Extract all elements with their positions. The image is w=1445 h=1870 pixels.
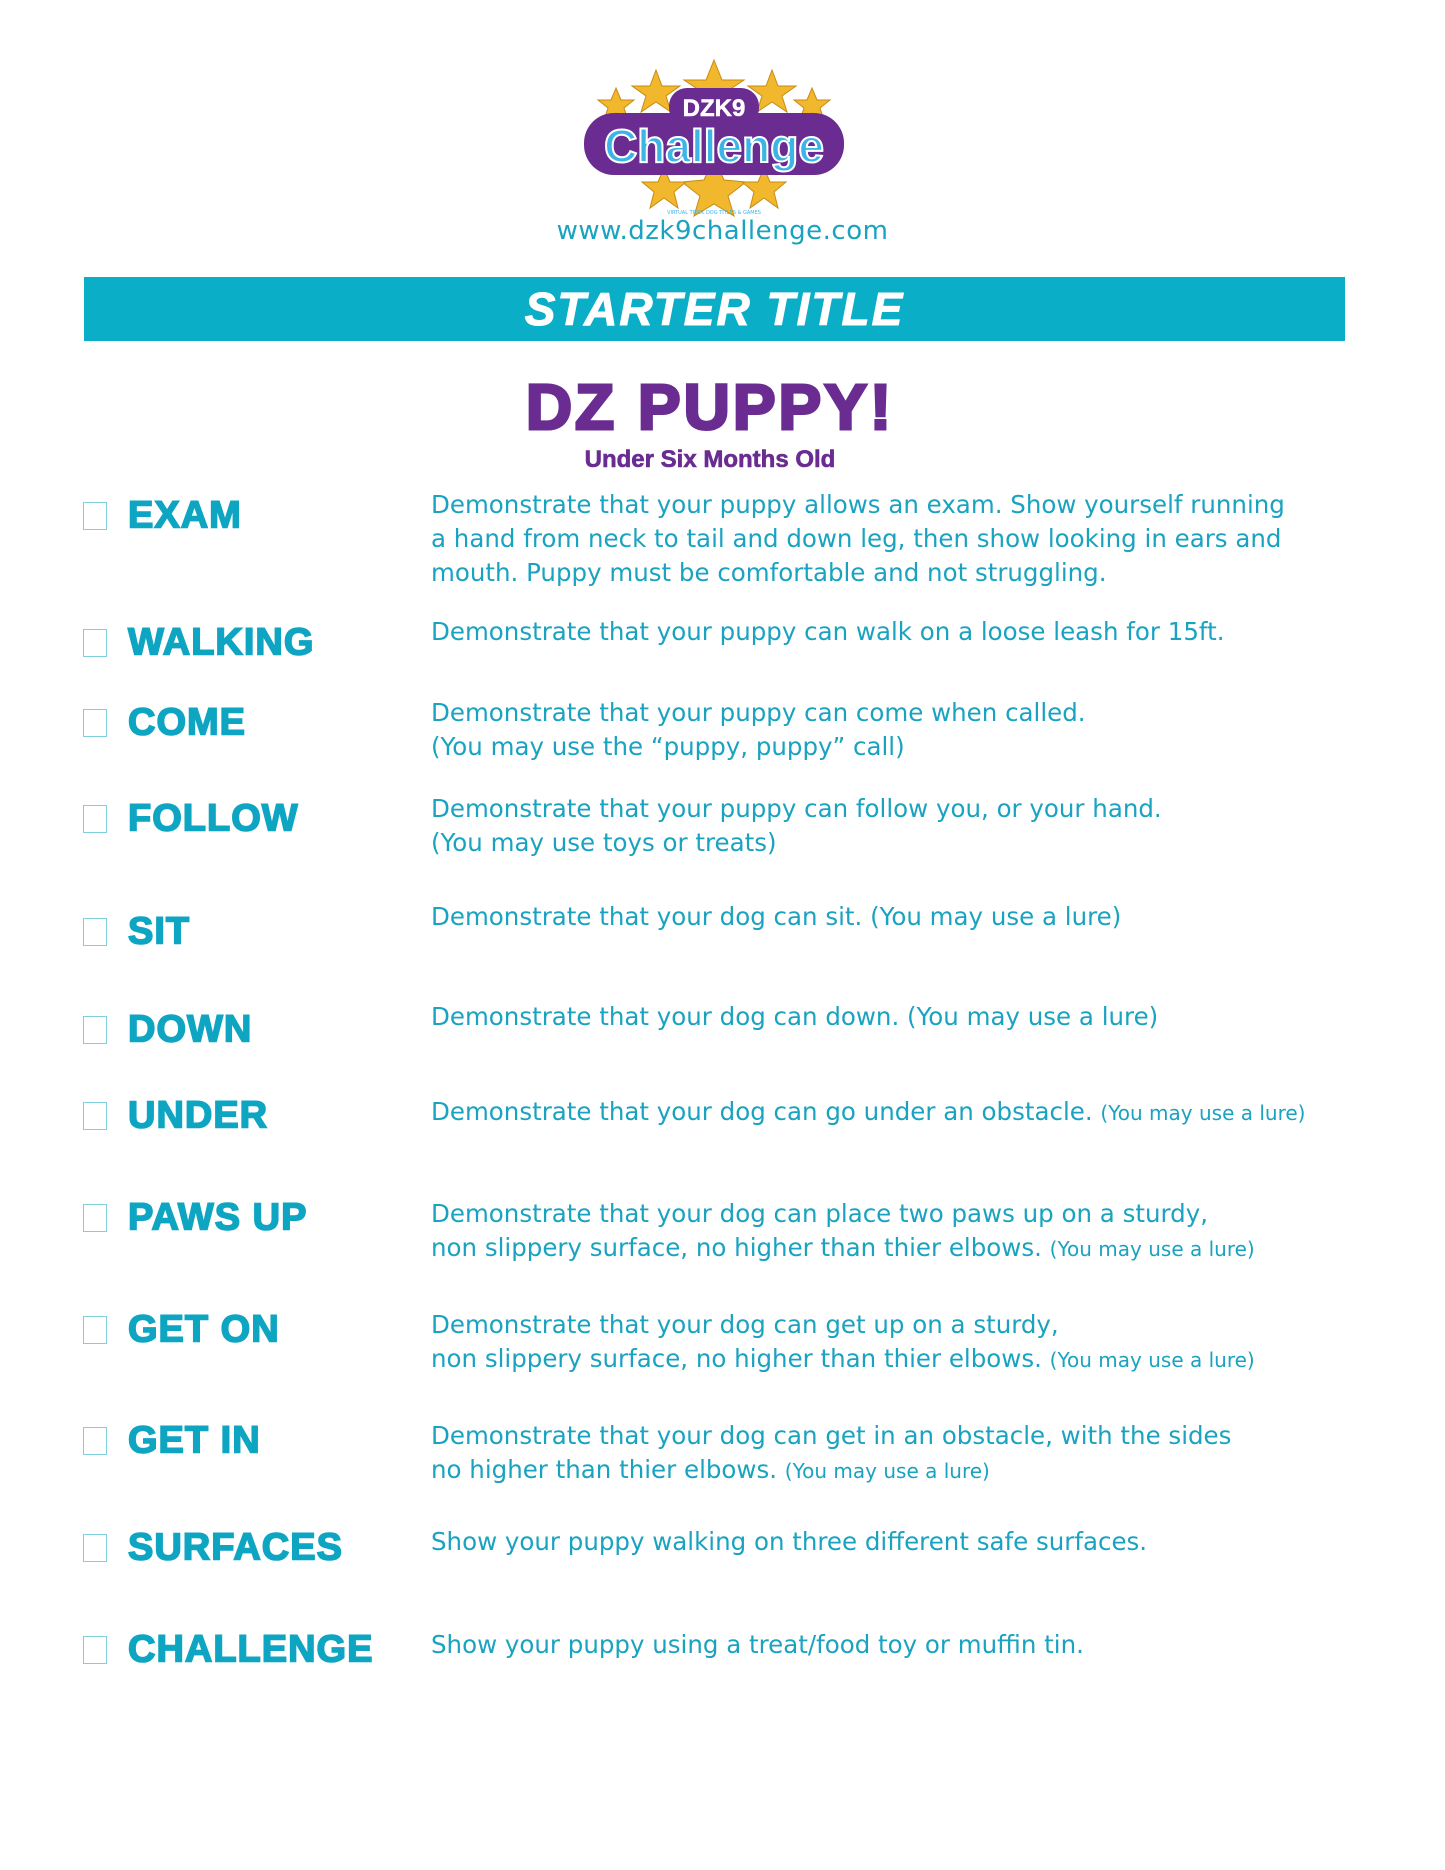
description-line	[431, 826, 1162, 860]
description-text: Show your puppy walking on three different safe surfaces.	[431, 1527, 1148, 1556]
item-label: WALKING	[128, 621, 315, 664]
description-line	[431, 730, 1086, 764]
item-description	[431, 488, 1285, 590]
page-subtitle: Under Six Months Old	[584, 446, 836, 473]
item-description	[431, 615, 1225, 649]
item-label: FOLLOW	[128, 797, 299, 840]
item-description	[431, 1525, 1147, 1559]
website-url[interactable]: www.dzk9challenge.com	[556, 216, 889, 246]
description-line	[431, 1342, 1255, 1377]
item-label: DOWN	[128, 1008, 253, 1051]
checkbox[interactable]	[83, 1636, 107, 1664]
description-text: (You may use toys or treats)	[431, 828, 777, 857]
description-text: Demonstrate that your dog can sit. (You may use a lure)	[431, 902, 1122, 931]
checkbox[interactable]	[83, 709, 107, 737]
item-description	[431, 696, 1086, 764]
checkbox[interactable]	[83, 1102, 107, 1130]
item-description	[431, 1308, 1255, 1377]
description-text: no higher than thier elbows.	[431, 1455, 785, 1484]
svg-text:DZK9: DZK9	[682, 95, 746, 122]
description-text: Demonstrate that your dog can down. (You may use a lure)	[431, 1002, 1159, 1031]
description-line	[431, 488, 1285, 522]
description-text: Demonstrate that your dog can go under an obstacle.	[431, 1097, 1101, 1126]
item-label: EXAM	[128, 494, 242, 537]
description-text: Demonstrate that your puppy can walk on a loose leash for 15ft.	[431, 617, 1225, 646]
description-line	[431, 1095, 1305, 1130]
description-text: a hand from neck to tail and down leg, then show looking in ears and	[431, 524, 1282, 553]
lure-note: (You may use a lure)	[1049, 1348, 1255, 1372]
svg-text:VIRTUAL TRICK DOG TITLES & GAM: VIRTUAL TRICK DOG TITLES & GAMES	[667, 210, 761, 216]
description-text: Demonstrate that your puppy allows an exam. Show yourself running	[431, 490, 1285, 519]
item-description	[431, 1197, 1255, 1266]
description-text: non slippery surface, no higher than thier elbows.	[431, 1233, 1050, 1262]
description-text: Demonstrate that your dog can get in an obstacle, with the sides	[431, 1421, 1232, 1450]
description-text: non slippery surface, no higher than thier elbows.	[431, 1344, 1050, 1373]
item-label: SURFACES	[128, 1526, 343, 1569]
item-description	[431, 1628, 1084, 1662]
checkbox[interactable]	[83, 1204, 107, 1232]
description-line	[431, 1525, 1147, 1559]
description-line	[431, 1453, 1231, 1488]
banner-title: STARTER TITLE	[524, 283, 905, 335]
section-banner	[84, 277, 1345, 341]
item-label: GET ON	[128, 1308, 280, 1351]
checkbox[interactable]	[83, 502, 107, 530]
description-text: Show your puppy using a treat/food toy or muffin tin.	[431, 1630, 1084, 1659]
checkbox[interactable]	[83, 918, 107, 946]
description-line	[431, 1197, 1255, 1231]
description-line	[431, 1231, 1255, 1266]
description-line	[431, 792, 1162, 826]
description-line	[431, 615, 1225, 649]
item-description	[431, 1000, 1158, 1034]
item-description	[431, 792, 1162, 860]
lure-note: (You may use a lure)	[784, 1459, 990, 1483]
checkbox[interactable]	[83, 629, 107, 657]
checkbox[interactable]	[83, 1534, 107, 1562]
page-title: DZ PUPPY!	[525, 371, 895, 443]
checkbox[interactable]	[83, 805, 107, 833]
item-label: PAWS UP	[128, 1196, 308, 1239]
item-label: COME	[128, 701, 246, 744]
item-label: GET IN	[128, 1419, 261, 1462]
description-line	[431, 696, 1086, 730]
item-description	[431, 1419, 1231, 1488]
description-line	[431, 1628, 1084, 1662]
checkbox[interactable]	[83, 1316, 107, 1344]
item-description	[431, 900, 1121, 934]
description-line	[431, 1419, 1231, 1453]
description-line	[431, 556, 1285, 590]
item-label: CHALLENGE	[128, 1628, 374, 1671]
dzk9-challenge-logo	[564, 58, 864, 218]
description-text: (You may use the “puppy, puppy” call)	[431, 732, 905, 761]
description-text: Demonstrate that your puppy can come when called.	[431, 698, 1086, 727]
description-text: mouth. Puppy must be comfortable and not struggling.	[431, 558, 1107, 587]
description-text: Demonstrate that your dog can get up on a sturdy,	[431, 1310, 1059, 1339]
item-label: SIT	[128, 910, 191, 953]
svg-text:Challenge: Challenge	[604, 120, 824, 172]
description-line	[431, 1000, 1158, 1034]
description-line	[431, 900, 1121, 934]
description-line	[431, 522, 1285, 556]
checkbox[interactable]	[83, 1427, 107, 1455]
description-text: Demonstrate that your puppy can follow you, or your hand.	[431, 794, 1162, 823]
description-text: Demonstrate that your dog can place two paws up on a sturdy,	[431, 1199, 1208, 1228]
item-label: UNDER	[128, 1094, 269, 1137]
lure-note: (You may use a lure)	[1049, 1237, 1255, 1261]
item-description	[431, 1095, 1305, 1130]
checkbox[interactable]	[83, 1016, 107, 1044]
description-line	[431, 1308, 1255, 1342]
lure-note: (You may use a lure)	[1100, 1101, 1306, 1125]
